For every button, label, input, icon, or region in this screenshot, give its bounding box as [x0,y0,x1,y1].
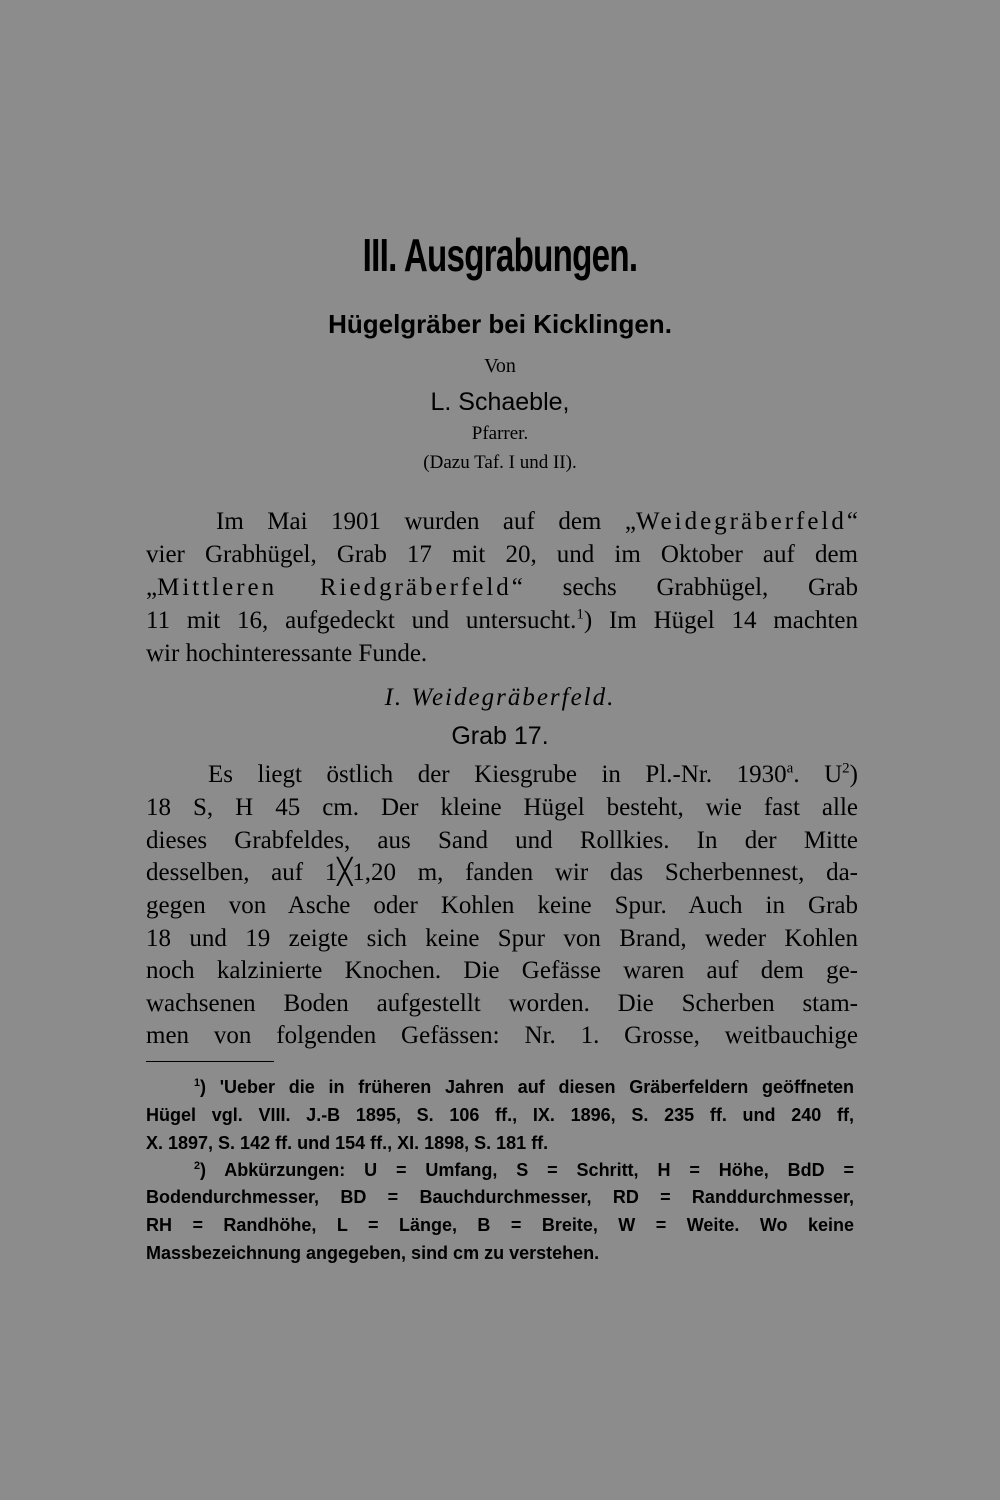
text-line: men von folgenden Gefässen: Nr. 1. Grosse, weitbauchige [146,1022,858,1049]
section-heading: I. Weidegräberfeld. [384,684,616,711]
by-line: Von [484,355,516,377]
footnote-line: RH = Randhöhe, L = Länge, B = Breite, W = Weite. Wo keine [146,1215,854,1235]
footnote-line: X. 1897, S. 142 ff. und 154 ff., XI. 1898, S. 181 ff. [146,1133,549,1153]
text-line: 18 und 19 zeigte sich keine Spur von Brand, weder Kohlen [146,925,858,952]
text-line: desselben, auf 1╳1,20 m, fanden wir das Scherbennest, da- [146,859,858,886]
text-line: wachsenen Boden aufgestellt worden. Die Scherben stam- [146,990,858,1017]
text-line: „Mittleren Riedgräberfeld“ sechs Grabhügel, Grab [146,574,858,601]
footnote-line: Hügel vgl. VIII. J.-B 1895, S. 106 ff., IX. 1896, S. 235 ff. und 240 ff, [146,1105,854,1125]
text-line: Es liegt östlich der Kiesgrube in Pl.-Nr. 1930$^a$. $U^2$) [208,760,858,788]
text-line: gegen von Asche oder Kohlen keine Spur. Auch in Grab [146,892,858,919]
footnote-line: $^1$) 'Ueber die in früheren Jahren auf diesen Gräberfeldern geöffneten [194,1077,854,1097]
footnote-line: Massbezeichnung angegeben, sind cm zu verstehen. [146,1243,600,1263]
grave-heading: Grab 17. [451,722,549,750]
text-line: wir hochinteressante Funde. [146,640,428,667]
text-line: Im Mai 1901 wurden auf dem „Weidegräberfeld“ [216,508,858,535]
plates-note: (Dazu Taf. I und II). [423,452,577,473]
footnote-line: Bodendurchmesser, BD = Bauchdurchmesser, RD = Randdurchmesser, [146,1187,854,1207]
article-title: Hügelgräber bei Kicklingen. [328,309,672,339]
text-line: 11 mit 16, aufgedeckt und untersucht.$^1$) Im Hügel 14 machten [146,606,858,634]
page-title: III. Ausgrabungen. [362,229,638,281]
text-line: 18 S, H 45 cm. Der kleine Hügel besteht, wie fast alle [146,794,858,821]
footnote-divider [146,1061,274,1062]
author-name: L. Schaeble, [430,388,570,416]
author-role: Pfarrer. [471,423,529,444]
text-line: noch kalzinierte Knochen. Die Gefässe waren auf dem ge- [146,957,858,984]
text-line: dieses Grabfeldes, aus Sand und Rollkies. In der Mitte [146,827,858,854]
text-line: vier Grabhügel, Grab 17 mit 20, und im Oktober auf dem [146,541,858,568]
footnote-line: $^2$) Abkürzungen: U = Umfang, S = Schritt, H = Höhe, BdD = [194,1160,854,1180]
